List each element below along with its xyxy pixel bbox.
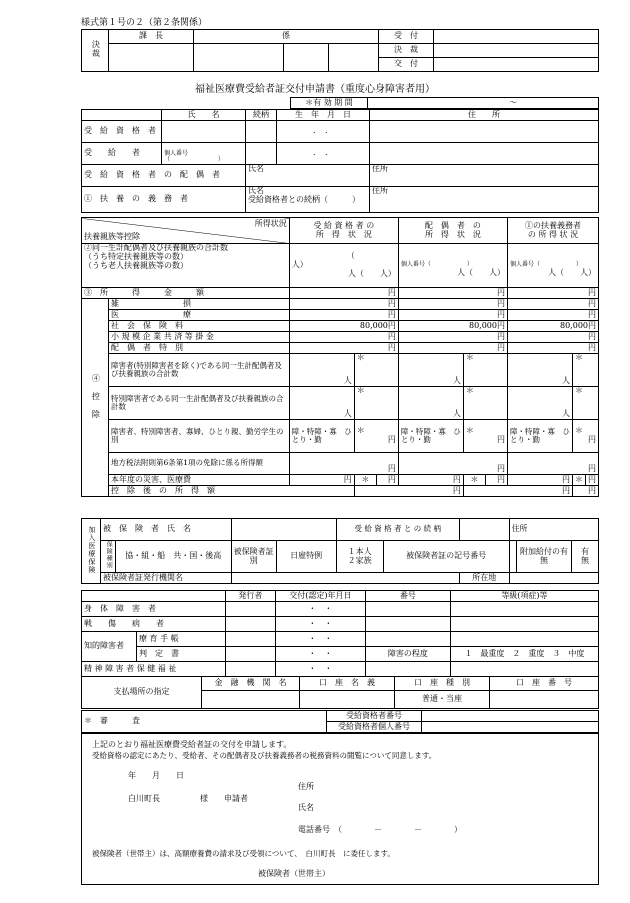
person-table (81, 109, 599, 213)
h3-col3[interactable]: 障・特障・寡 ひとり・勤 (507, 420, 572, 453)
kessai-field[interactable] (434, 44, 599, 58)
shotoku-col1[interactable]: 円 (289, 288, 398, 299)
relation-field[interactable] (459, 519, 509, 541)
kigyo-col1[interactable]: 円 (289, 332, 398, 343)
h1-col3-star[interactable]: ＊ (572, 354, 598, 387)
eligible-birth[interactable]: ． ． (277, 121, 370, 143)
rec-no-label: 受給資格者番号 (327, 711, 422, 722)
h2-col2-star[interactable]: ＊ (463, 387, 507, 420)
signer-line[interactable]: 被保険者（世帯主） (258, 869, 330, 878)
shakai-col3[interactable]: 80,000円 (507, 321, 598, 332)
uketsuke-label: 受 付 (379, 30, 434, 44)
h2-col2[interactable]: 人 (398, 387, 463, 420)
seishin-hakko[interactable] (225, 662, 275, 677)
handicap1-label: 障害者(特別障害者を除く)である同一生計配偶者及び扶養親族の合計数 (109, 354, 290, 387)
kofu-label: 交 付 (379, 58, 434, 72)
saigai-label: 本年度の災害、医療費 (109, 475, 290, 486)
applicant-address-label: 住所 (298, 782, 314, 791)
recipient-name[interactable]: 個人番号（ ） (162, 143, 246, 165)
bank-label: 金 融 機 関 名 (202, 677, 300, 691)
insured-name-label: 被 保 険 者 氏 名 (101, 519, 232, 541)
hantei-hakko[interactable] (225, 647, 275, 662)
saigai-col1a[interactable]: 円 (289, 475, 354, 486)
hantei-date[interactable]: ・ ・ (275, 647, 365, 662)
validity-sep: ～ (509, 97, 517, 107)
income-corner: 所得状況 扶養親族等控除 (82, 218, 290, 244)
item-haigusha: 配 偶 者 特 別 (109, 343, 290, 354)
item-zasson: 雑 損 (109, 299, 290, 310)
after-label: 控 除 後 の 所 得 額 (109, 486, 355, 497)
relation-label: 受 給 資 格 者 と の 続 柄 (336, 519, 459, 541)
after-col3[interactable]: 円 (572, 486, 598, 497)
deduction-label: ④ 控 除 (82, 299, 109, 497)
kigyo-col3[interactable]: 円 (507, 332, 598, 343)
h2-col3[interactable]: 人 (507, 387, 572, 420)
h1-col3[interactable]: 人 (507, 354, 572, 387)
holder-label: 口 座 名 義 (300, 677, 395, 691)
eligible-relation[interactable] (246, 121, 277, 143)
senso-tokyu[interactable] (450, 617, 598, 632)
chiho-label: 地方税法附則第6条第1項の免除に係る所得額 (109, 453, 290, 475)
recipient-address[interactable] (370, 143, 599, 165)
seishin-bango[interactable] (365, 662, 450, 677)
eligible-address[interactable] (370, 121, 599, 143)
shintai-label: 身 体 障 害 者 (82, 602, 226, 617)
kakari-stamp-3[interactable] (329, 44, 379, 72)
h2-col3-star[interactable]: ＊ (572, 387, 598, 420)
mayor-line: 白川町長 様 申請者 (128, 794, 248, 803)
after-col1[interactable]: 円 (354, 486, 463, 497)
zasson-col1[interactable]: 円 (289, 299, 398, 310)
zasson-col2[interactable]: 円 (398, 299, 507, 310)
ryoiku-hakko[interactable] (225, 632, 275, 647)
chiteki-label: 知的障害者 (82, 632, 137, 662)
h1-col2-star[interactable]: ＊ (463, 354, 507, 387)
review-table (81, 710, 599, 733)
saigai-col1-star: ＊ (354, 475, 376, 486)
h3-col1-star[interactable]: ＊ 円 (354, 420, 398, 453)
h3-col3-star[interactable]: ＊ 円 (572, 420, 598, 453)
rec-pno-label: 受給資格者個人番号 (327, 722, 422, 733)
kessai2-label: 決 裁 (379, 44, 434, 58)
card-no-label: 被保険者証の記号番号 (383, 541, 509, 573)
col-birth: 生 年 月 日 (277, 110, 370, 121)
saigai-col3b[interactable]: 円 (585, 475, 598, 486)
validity-table (290, 97, 599, 109)
iryo-col2[interactable]: 円 (398, 310, 507, 321)
payment-table (81, 676, 599, 709)
hantei-label: 判 定 書 (137, 647, 226, 662)
h1-col1-star[interactable]: ＊ (354, 354, 398, 387)
hiyatoi: 日雇特例 (276, 541, 336, 573)
type-field[interactable]: 普通・当座 (395, 691, 490, 709)
recipient-relation[interactable] (246, 143, 277, 165)
col3-header: ①の扶養義務者 の 所 得 状 況 (507, 218, 598, 244)
number-label: 口 座 番 号 (490, 677, 599, 691)
col2-header: 配 偶 者 の 所 得 状 況 (398, 218, 507, 244)
senso-hakko[interactable] (225, 617, 275, 632)
senso-date[interactable]: ・ ・ (275, 617, 365, 632)
shozaichi-label: 所在地 (459, 573, 509, 584)
insured-name-field[interactable] (231, 519, 336, 541)
saigai-col3-star: ＊ (572, 475, 585, 486)
review-label: ＊ 審 査 (82, 711, 327, 733)
holder-field[interactable] (300, 691, 395, 709)
saigai-col1b[interactable]: 円 (376, 475, 398, 486)
col-relation: 続柄 (246, 110, 277, 121)
dep-label: ②同一生計配偶者及び扶養親族の合計数 （うち特定扶養親族等の数） （うち老人扶養親族等の数） (82, 244, 290, 288)
fuka-field[interactable]: 有 無 (572, 541, 599, 573)
h3-col2-star[interactable]: ＊ 円 (463, 420, 507, 453)
saigai-col2a[interactable]: 円 (398, 475, 463, 486)
disability-table (81, 590, 599, 677)
spouse-name[interactable]: 氏名 (246, 165, 370, 187)
h3-col1[interactable]: 障・特障・寡 ひとり・勤 (289, 420, 354, 453)
haigusha-col1[interactable]: 円 (289, 343, 398, 354)
teido-levels[interactable]: １ 最重度 ２ 重度 ３ 中度 (450, 647, 598, 662)
dep-col1[interactable]: （ 人） 人（ 人） (289, 244, 398, 288)
card-kind: 被保険者証 別 (231, 541, 276, 573)
h2-col1-star[interactable]: ＊ (354, 387, 398, 420)
shotoku-label: ③ 所 得 金 額 (82, 288, 290, 299)
col1-header: 受 給 資 格 者 の 所 得 状 況 (289, 218, 398, 244)
kacho-label: 課 長 (109, 30, 194, 44)
form-number: 様式第１号の２（第２条関係） (81, 18, 208, 28)
dep-col3[interactable]: 個人番号（ ） 人（ 人） (507, 244, 598, 288)
senso-label: 戦 傷 病 者 (82, 617, 226, 632)
tel-line[interactable]: 電話番号 （ － － ） (298, 825, 462, 834)
spouse-address[interactable]: 住所 (370, 165, 599, 187)
kofu-field[interactable] (434, 58, 599, 72)
kigyo-col2[interactable]: 円 (398, 332, 507, 343)
card-no-field[interactable] (509, 541, 516, 573)
haigusha-col3[interactable]: 円 (507, 343, 598, 354)
shozaichi-field[interactable] (509, 573, 598, 584)
fuyo-address[interactable]: 住所 (370, 187, 599, 213)
number-field[interactable] (490, 691, 599, 709)
zasson-col3[interactable]: 円 (507, 299, 598, 310)
honnin-kazoku[interactable]: １本人 ２家族 (336, 541, 383, 573)
h1-col1[interactable]: 人 (289, 354, 354, 387)
row-recipient: 受 給 者 (82, 143, 162, 165)
kakari-stamp-2[interactable] (284, 44, 329, 72)
fuka-label: 附加給付の有無 (517, 541, 572, 573)
eligible-name[interactable] (162, 121, 246, 143)
kinds[interactable]: 協・組・船 共・国・後高 (116, 541, 232, 573)
issuer-field[interactable] (231, 573, 459, 584)
item-shakai: 社 会 保 険 料 (109, 321, 290, 332)
type-label: 口 座 種 別 (395, 677, 490, 691)
ryoiku-label: 療 育 手 帳 (137, 632, 226, 647)
tokyu-label: 等級(項症)等 (450, 591, 598, 602)
shotoku-col2[interactable]: 円 (398, 288, 507, 299)
row-fuyo: ① 扶 養 の 義 務 者 (82, 187, 246, 213)
declaration-line2: 受給資格の認定にあたり、受給者、その配偶者及び扶養義務者の税務資料の閲覧について同意します。 (92, 751, 437, 760)
kakari-stamp-1[interactable] (194, 44, 284, 72)
recipient-birth[interactable]: ． ． (277, 143, 370, 165)
kofu-date-label: 交付(認定)年月日 (275, 591, 365, 602)
rec-pno-field[interactable] (422, 722, 599, 733)
bango-label: 番号 (365, 591, 450, 602)
h2-col1[interactable]: 人 (289, 387, 354, 420)
senso-bango[interactable] (365, 617, 450, 632)
dep-col2[interactable]: 個人番号（ ） 人（ 人） (398, 244, 507, 288)
shintai-date[interactable]: ・ ・ (275, 602, 365, 617)
uketsuke-field[interactable] (434, 30, 599, 44)
item-kigyo: 小 規 模 企 業 共 済 等 掛 金 (109, 332, 290, 343)
row-eligible: 受 給 資 格 者 (82, 121, 162, 143)
income-table (81, 217, 599, 497)
handicap2-label: 特別障害者である同一生計配偶者及び扶養親族の合計数 (109, 387, 290, 420)
kakari-label: 係 (194, 30, 379, 44)
row-spouse: 受 給 資 格 者 の 配 偶 者 (82, 165, 246, 187)
validity-label: ＊有 効 期 間 (291, 98, 368, 109)
saigai-col2-star: ＊ (463, 475, 485, 486)
seishin-date[interactable]: ・ ・ (275, 662, 365, 677)
shakai-col1[interactable]: 80,000円 (289, 321, 398, 332)
shakai-col2[interactable]: 80,000円 (398, 321, 507, 332)
ryoiku-tokyu[interactable] (450, 632, 598, 647)
insurance-section: 加入医療保険 (82, 519, 101, 584)
kind-label: 保険種別 (101, 541, 116, 573)
ins-address[interactable]: 住所 (509, 519, 598, 541)
seishin-tokyu[interactable] (450, 662, 598, 677)
chiho-col2[interactable]: 円 (398, 453, 507, 475)
kacho-stamp[interactable] (109, 44, 194, 72)
approval-table (81, 29, 599, 72)
rec-no-field[interactable] (422, 711, 599, 722)
saigai-col2b[interactable]: 円 (485, 475, 507, 486)
delegation-line: 被保険者（世帯主）は、高額療養費の請求及び受領について、 白川町長 に委任します。 (92, 849, 395, 858)
shintai-tokyu[interactable] (450, 602, 598, 617)
issuer-label: 被保険者証発行機関名 (101, 573, 232, 584)
shintai-hakko[interactable] (225, 602, 275, 617)
ryoiku-date[interactable]: ・ ・ (275, 632, 365, 647)
date-line[interactable]: 年 月 日 (128, 771, 184, 780)
iryo-col3[interactable]: 円 (507, 310, 598, 321)
validity-field[interactable] (368, 98, 599, 109)
bank-field[interactable] (202, 691, 300, 709)
teido-label: 障害の程度 (365, 647, 450, 662)
declaration-line1: 上記のとおり福祉医療費受給者証の交付を申請します。 (92, 740, 292, 749)
haigusha-col2[interactable]: 円 (398, 343, 507, 354)
ryoiku-bango[interactable] (365, 632, 450, 647)
handicap3-label: 障害者、特別障害者、寡婦、ひとり親、勤労学生の別 (109, 420, 290, 453)
item-iryo: 医 療 (109, 310, 290, 321)
page-title: 福祉医療費受給者証交付申請書（重度心身障害者用） (195, 84, 435, 95)
col-name: 氏 名 (162, 110, 246, 121)
iryo-col1[interactable]: 円 (289, 310, 398, 321)
chiho-col3[interactable]: 円 (507, 453, 598, 475)
h3-col2[interactable]: 障・特障・寡 ひとり・勤 (398, 420, 463, 453)
chiho-col1[interactable]: 円 (289, 453, 398, 475)
after-col2[interactable]: 円 (463, 486, 572, 497)
shotoku-col3[interactable]: 円 (507, 288, 598, 299)
shintai-bango[interactable] (365, 602, 450, 617)
col-address: 住 所 (370, 110, 599, 121)
hakko-label: 発行者 (225, 591, 275, 602)
fuyo-name[interactable]: 氏名 受給資格者との続柄（ ） (246, 187, 370, 213)
insurance-table (81, 518, 599, 584)
saigai-col3a[interactable]: 円 (507, 475, 572, 486)
applicant-name-label: 氏名 (298, 803, 314, 812)
seishin-label: 精 神 障 害 者 保 健 福 祉 (82, 662, 226, 677)
kessai-label: 決裁 (82, 30, 109, 72)
h1-col2[interactable]: 人 (398, 354, 463, 387)
payment-label: 支払場所の指定 (82, 677, 202, 709)
